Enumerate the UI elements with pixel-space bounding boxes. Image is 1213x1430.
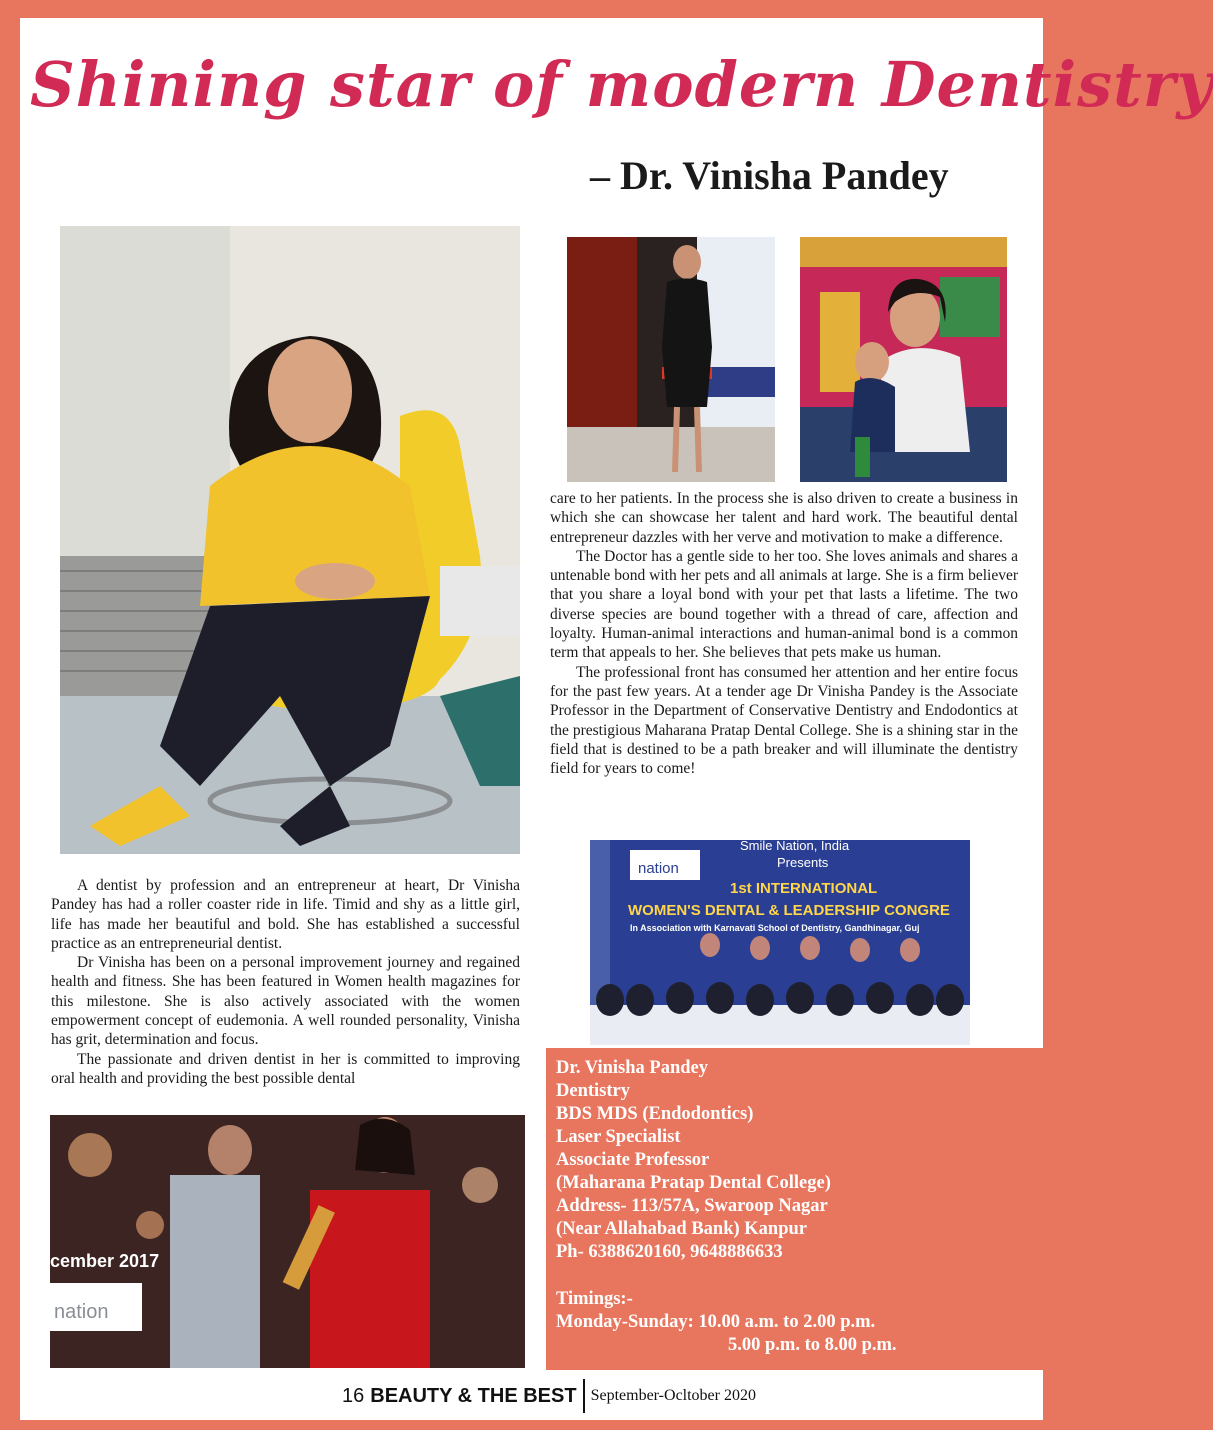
doctor-specialty: Laser Specialist bbox=[556, 1127, 681, 1147]
clinic-phone: Ph- 6388620160, 9648886633 bbox=[556, 1242, 783, 1262]
award-logo: nation bbox=[54, 1301, 109, 1323]
paragraph: The Doctor has a gentle side to her too. She loves animals and shares a untenable bond with her pets and all animals at large. She is a firm believer that you share a loyal bond with your pet that lasts a lifetime. The two diverse species are bound together with a thread of care, affection and loyalty. Human-animal interactions and human-animal bond is a common term that appeals to her. She believes that pets make us human. bbox=[550, 547, 1018, 662]
timings-morning: Monday-Sunday: 10.00 a.m. to 2.00 p.m. bbox=[556, 1312, 876, 1332]
article-title: Shining star of modern Dentistry bbox=[30, 48, 1213, 121]
congress-line2: WOMEN'S DENTAL & LEADERSHIP CONGRE bbox=[628, 902, 950, 919]
issue-date: September-Ocltober 2020 bbox=[590, 1387, 756, 1404]
doctor-college: (Maharana Pratap Dental College) bbox=[556, 1173, 831, 1193]
clinic-landmark: (Near Allahabad Bank) Kanpur bbox=[556, 1219, 808, 1239]
doctor-name: Dr. Vinisha Pandey bbox=[556, 1058, 708, 1078]
magazine-name: BEAUTY & THE BEST bbox=[370, 1384, 577, 1407]
left-column-text bbox=[51, 876, 520, 1088]
paragraph: care to her patients. In the process she is also driven to create a business in which she can showcase her talent and hard work. The beautiful dental entrepreneur dazzles with her verve and motivation to make a difference. bbox=[550, 490, 1018, 546]
timings-evening: 5.00 p.m. to 8.00 p.m. bbox=[728, 1335, 897, 1355]
congress-presents: Presents bbox=[777, 855, 829, 870]
speaker-photo bbox=[567, 237, 775, 482]
portrait-photo bbox=[60, 226, 520, 854]
award-photo bbox=[50, 1115, 525, 1368]
footer-divider bbox=[583, 1379, 585, 1413]
portrait-photo-image bbox=[60, 226, 520, 854]
congress-line1: 1st INTERNATIONAL bbox=[730, 880, 878, 897]
congress-org: Smile Nation, India bbox=[740, 838, 850, 853]
clinic-address: Address- 113/57A, Swaroop Nagar bbox=[556, 1196, 828, 1216]
doctor-field: Dentistry bbox=[556, 1081, 630, 1101]
page-footer bbox=[342, 1378, 756, 1414]
award-caption: cember 2017 bbox=[50, 1251, 160, 1271]
doctor-degree: BDS MDS (Endodontics) bbox=[556, 1104, 754, 1124]
award-photo-image bbox=[50, 1115, 525, 1368]
contact-info-box bbox=[546, 1048, 1043, 1370]
child-photo-image bbox=[800, 237, 1007, 482]
congress-photo bbox=[590, 840, 970, 1045]
child-photo bbox=[800, 237, 1007, 482]
timings-label: Timings:- bbox=[556, 1289, 633, 1309]
article-byline: – Dr. Vinisha Pandey bbox=[590, 153, 949, 198]
paragraph: A dentist by profession and an entrepreneur at heart, Dr Vinisha Pandey has had a roller coaster ride in life. Timid and shy as a little girl, life has made her beautiful and bold. She has established a successful practice as an entrepreneurial dentist. bbox=[51, 877, 520, 952]
paragraph: The professional front has consumed her attention and her entire focus for the past few years. At a tender age Dr Vinisha Pandey is the Associate Professor in the Department of Conservative Dentistry and Endodontics at the prestigious Maharana Pratap Dental College. She is a shining star in the field that is destined to be a path breaker and will illuminate the dentistry field for years to come! bbox=[550, 663, 1018, 778]
doctor-position: Associate Professor bbox=[556, 1150, 710, 1170]
page-number: 16 bbox=[342, 1384, 365, 1407]
speaker-photo-image bbox=[567, 237, 775, 482]
paragraph: The passionate and driven dentist in her is committed to improving oral health and providing the best possible dental bbox=[51, 1050, 520, 1087]
right-column-text bbox=[550, 489, 1018, 778]
paragraph: Dr Vinisha has been on a personal improvement journey and regained health and fitness. She has been featured in Women health magazines for this milestone. She is also actively associated with the women empowerment concept of eudemonia. A well rounded personality, Vinisha has grit, determination and focus. bbox=[51, 954, 520, 1049]
congress-line3: In Association with Karnavati School of Dentistry, Gandhinagar, Guj bbox=[630, 923, 920, 933]
congress-logo: nation bbox=[638, 860, 679, 877]
